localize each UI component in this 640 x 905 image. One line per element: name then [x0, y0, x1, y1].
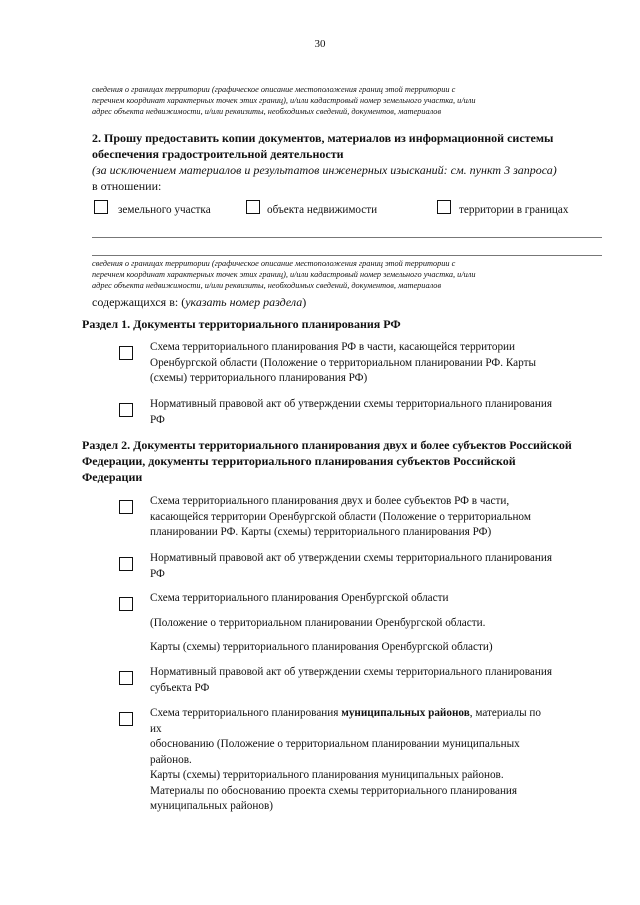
razdel1-title: Раздел 1. Документы территориального планирования РФ — [82, 317, 401, 331]
checkbox-real-estate[interactable] — [246, 200, 260, 214]
checkbox-land-plot[interactable] — [94, 200, 108, 214]
text-part: , материалы по — [469, 707, 542, 719]
contained-in-hint: указать номер раздела — [185, 295, 303, 309]
top-note — [92, 84, 612, 117]
section2-title-line1: 2. Прошу предоставить копии документов, материалов из информационной системы — [92, 131, 554, 145]
item-line: (Положение о территориальном планировании Оренбургской области. — [150, 616, 486, 629]
input-line[interactable] — [92, 237, 602, 238]
item-line: Схема территориального планирования РФ в части, касающейся территории — [150, 341, 516, 353]
title-line: Федерации — [82, 470, 143, 484]
item-line: обоснованию (Положение о территориальном планировании муниципальных — [150, 738, 520, 750]
item-line: касающейся территории Оренбургской области (Положение о территориальном — [150, 510, 531, 523]
contained-in-label: содержащихся в: ( — [92, 295, 186, 309]
checkbox-territory[interactable] — [437, 200, 451, 214]
item-line: Карты (схемы) территориального планирования Оренбургской области) — [150, 641, 493, 653]
text-part-bold: муниципальных районов — [341, 707, 470, 719]
text-part: Схема территориального планирования — [150, 707, 342, 719]
page-number: 30 — [314, 38, 326, 50]
divider-line — [92, 255, 602, 256]
item-line: Нормативный правовой акт об утверждении схемы территориального планирования — [150, 666, 552, 678]
item-line: Схема территориального планирования двух и более субъектов РФ в части, — [150, 495, 510, 507]
note-line: перечнем координат характерных точек этих границ), и/или кадастровый номер земельного участка, и/или — [92, 270, 476, 279]
r1-item1 — [150, 340, 620, 387]
r2-item1 — [150, 494, 620, 541]
label-real-estate: объекта недвижимости — [267, 204, 378, 216]
r2-item4 — [150, 665, 620, 696]
checkbox-r2-item2[interactable] — [119, 557, 133, 571]
r2-item5 — [150, 706, 620, 815]
note-line: адрес объекта недвижимости, и/или реквизиты, необходимых сведений, документов, материалов — [92, 107, 442, 116]
section2-in-relation: в отношении: — [92, 179, 162, 193]
item-line: Карты (схемы) территориального планирования муниципальных районов. — [150, 769, 504, 781]
item-line: их — [150, 722, 162, 735]
contained-in — [92, 295, 306, 310]
section2-exception: (за исключением материалов и результатов инженерных изысканий: см. пункт 3 запроса) — [92, 163, 557, 177]
item-line — [150, 706, 620, 722]
contained-in-end: ) — [302, 295, 307, 309]
title-line: Федерации, документы территориального планирования субъектов Российской — [82, 454, 516, 468]
label-land-plot: земельного участка — [118, 204, 211, 216]
item-line: Нормативный правовой акт об утверждении схемы территориального планирования — [150, 398, 552, 410]
item-line: (схемы) территориального планирования РФ) — [150, 372, 368, 384]
item-line: субъекта РФ — [150, 681, 210, 694]
item-line: РФ — [150, 567, 165, 580]
r2-item3 — [150, 591, 620, 656]
mid-note — [92, 258, 612, 291]
item-line: Материалы по обоснованию проекта схемы территориального планирования — [150, 784, 518, 797]
razdel2-title — [82, 437, 627, 485]
note-line: адрес объекта недвижимости, и/или реквизиты, необходимых сведений, документов, материалов — [92, 281, 442, 290]
note-line: перечнем координат характерных точек этих границ), и/или кадастровый номер земельного участка, и/или — [92, 96, 476, 105]
checkbox-r1-item2[interactable] — [119, 403, 133, 417]
r1-item2 — [150, 397, 620, 428]
note-line: сведения о границах территории (графическое описание местоположения границ этой территории с — [92, 85, 456, 94]
checkbox-r2-item5[interactable] — [119, 712, 133, 726]
checkbox-r2-item3[interactable] — [119, 597, 133, 611]
title-line: Раздел 2. Документы территориального планирования двух и более субъектов Российской — [82, 438, 572, 452]
section2-title-line2: обеспечения градостроительной деятельности — [92, 147, 344, 161]
item-line: РФ — [150, 413, 165, 426]
checkbox-r2-item4[interactable] — [119, 671, 133, 685]
r2-item2 — [150, 551, 620, 582]
item-line: муниципальных районов) — [150, 800, 273, 812]
checkbox-r2-item1[interactable] — [119, 500, 133, 514]
checkbox-r1-item1[interactable] — [119, 346, 133, 360]
item-line: Оренбургской области (Положение о территориальном планировании РФ. Карты — [150, 356, 536, 369]
item-line: районов. — [150, 753, 192, 766]
note-line: сведения о границах территории (графическое описание местоположения границ этой территории с — [92, 259, 456, 268]
label-territory: территории в границах — [459, 204, 569, 216]
item-line: Схема территориального планирования Оренбургской области — [150, 592, 449, 604]
item-line: Нормативный правовой акт об утверждении схемы территориального планирования — [150, 552, 552, 564]
item-line: планировании РФ. Карты (схемы) территориального планирования РФ) — [150, 526, 492, 538]
